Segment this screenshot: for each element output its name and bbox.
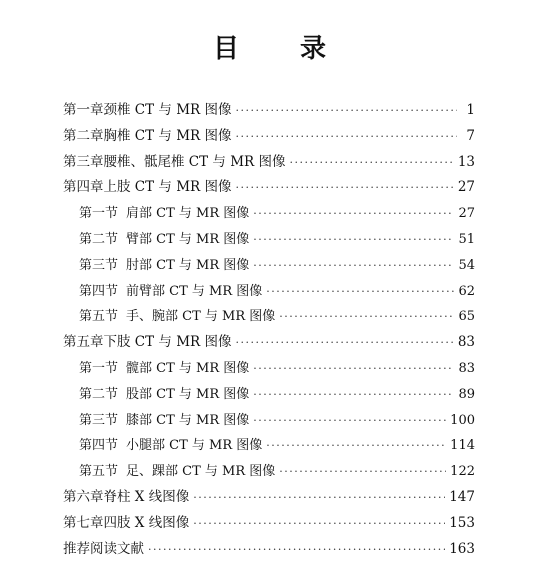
toc-entry-title: 髋部 CT 与 MR 图像 bbox=[126, 360, 250, 376]
dot-leader bbox=[279, 304, 454, 330]
toc-entry-title: 肩部 CT 与 MR 图像 bbox=[126, 206, 250, 222]
toc-entry-title: 脊柱 X 线图像 bbox=[103, 488, 190, 505]
toc-entry-references[interactable] bbox=[63, 537, 475, 563]
toc-entry-section[interactable] bbox=[63, 356, 475, 382]
dot-leader bbox=[279, 459, 446, 485]
toc-entry-number: 第三节 bbox=[79, 257, 119, 273]
toc-entry-number: 第三章 bbox=[63, 153, 104, 170]
toc-entry-page-number: 65 bbox=[458, 309, 475, 325]
dot-leader bbox=[253, 356, 454, 382]
toc-entry-page-number: 7 bbox=[466, 127, 475, 144]
toc-entry-chapter[interactable] bbox=[63, 150, 475, 176]
toc-entry-title: 四肢 X 线图像 bbox=[103, 514, 190, 531]
toc-entry-number: 第一章 bbox=[63, 102, 104, 118]
toc-entry-page-number: 62 bbox=[458, 283, 475, 299]
dot-leader bbox=[236, 330, 454, 356]
dot-leader bbox=[193, 485, 445, 511]
toc-entry-section[interactable] bbox=[63, 227, 475, 253]
toc-entry-title: 胸椎 CT 与 MR 图像 bbox=[103, 127, 232, 144]
toc-entry-number: 第四节 bbox=[79, 283, 119, 299]
toc-entry-title: 腰椎、骶尾椎 CT 与 MR 图像 bbox=[103, 153, 286, 170]
toc-entry-number: 第二章 bbox=[63, 127, 104, 144]
dot-leader bbox=[253, 408, 446, 434]
toc-entry-section[interactable] bbox=[63, 433, 475, 459]
toc-entry-number: 第五节 bbox=[79, 309, 119, 325]
dot-leader bbox=[148, 537, 445, 563]
dot-leader bbox=[253, 227, 454, 253]
toc-entry-title: 臂部 CT 与 MR 图像 bbox=[126, 231, 250, 247]
toc-entry-number: 第七章 bbox=[63, 514, 104, 531]
toc-entry-section[interactable] bbox=[63, 408, 475, 434]
toc-entry-chapter[interactable] bbox=[63, 485, 475, 511]
toc-entry-page-number: 27 bbox=[457, 179, 475, 196]
toc-entry-page-number: 122 bbox=[450, 464, 475, 480]
toc-entry-number: 第二节 bbox=[79, 386, 119, 402]
toc-entry-chapter[interactable] bbox=[63, 511, 475, 537]
toc-entry-page-number: 147 bbox=[449, 488, 475, 505]
toc-entry-title: 肘部 CT 与 MR 图像 bbox=[126, 257, 250, 273]
dot-leader bbox=[236, 98, 458, 124]
toc-entry-section[interactable] bbox=[63, 382, 475, 408]
toc-entry-section[interactable] bbox=[63, 279, 475, 305]
toc-entry-page-number: 163 bbox=[449, 540, 475, 557]
toc-entry-number: 第五章 bbox=[63, 334, 104, 351]
toc-entry-title: 上肢 CT 与 MR 图像 bbox=[103, 179, 232, 196]
toc-entry-page-number: 153 bbox=[449, 514, 475, 531]
toc-entry-number: 第四节 bbox=[79, 438, 119, 454]
toc-entry-chapter[interactable] bbox=[63, 330, 475, 356]
toc-entry-section[interactable] bbox=[63, 253, 475, 279]
toc-entry-title: 足、踝部 CT 与 MR 图像 bbox=[126, 464, 276, 480]
dot-leader bbox=[253, 201, 454, 227]
toc-entry-page-number: 83 bbox=[458, 360, 475, 376]
toc-entry-title: 下肢 CT 与 MR 图像 bbox=[103, 334, 232, 351]
toc-entry-section[interactable] bbox=[63, 201, 475, 227]
toc-entry-page-number: 89 bbox=[458, 386, 475, 402]
toc-entry-number: 第五节 bbox=[79, 464, 119, 480]
toc-entry-chapter[interactable] bbox=[63, 124, 475, 150]
toc-entry-number: 第一节 bbox=[79, 206, 119, 222]
dot-leader bbox=[253, 382, 454, 408]
toc-entry-chapter[interactable] bbox=[63, 175, 475, 201]
toc-entry-number: 第三节 bbox=[79, 412, 119, 428]
toc-entry-page-number: 54 bbox=[458, 257, 475, 273]
toc-entry-title: 前臂部 CT 与 MR 图像 bbox=[126, 283, 263, 299]
toc-entry-title: 手、腕部 CT 与 MR 图像 bbox=[126, 309, 276, 325]
table-of-contents bbox=[63, 98, 475, 562]
toc-entry-section[interactable] bbox=[63, 459, 475, 485]
toc-entry-page-number: 100 bbox=[450, 412, 475, 428]
toc-entry-title: 颈椎 CT 与 MR 图像 bbox=[103, 102, 232, 118]
toc-entry-page-number: 114 bbox=[450, 438, 475, 454]
dot-leader bbox=[236, 175, 454, 201]
toc-entry-number: 第四章 bbox=[63, 179, 104, 196]
toc-entry-page-number: 1 bbox=[466, 102, 475, 118]
dot-leader bbox=[266, 279, 454, 305]
dot-leader bbox=[193, 511, 445, 537]
toc-entry-number: 第二节 bbox=[79, 231, 119, 247]
toc-entry-page-number: 51 bbox=[458, 231, 475, 247]
toc-entry-number: 第六章 bbox=[63, 488, 104, 505]
toc-entry-title: 膝部 CT 与 MR 图像 bbox=[126, 412, 250, 428]
toc-entry-page-number: 27 bbox=[458, 206, 475, 222]
toc-entry-title: 推荐阅读文献 bbox=[63, 540, 144, 557]
toc-entry-title: 股部 CT 与 MR 图像 bbox=[126, 386, 250, 402]
page-title: 目 录 bbox=[212, 34, 353, 65]
toc-entry-title: 小腿部 CT 与 MR 图像 bbox=[126, 438, 263, 454]
dot-leader bbox=[236, 124, 458, 150]
dot-leader bbox=[290, 150, 454, 176]
toc-entry-number: 第一节 bbox=[79, 360, 119, 376]
toc-entry-chapter[interactable] bbox=[63, 98, 475, 124]
toc-entry-page-number: 83 bbox=[457, 334, 475, 351]
toc-entry-page-number: 13 bbox=[457, 153, 475, 170]
toc-entry-section[interactable] bbox=[63, 304, 475, 330]
dot-leader bbox=[266, 433, 446, 459]
dot-leader bbox=[253, 253, 454, 279]
